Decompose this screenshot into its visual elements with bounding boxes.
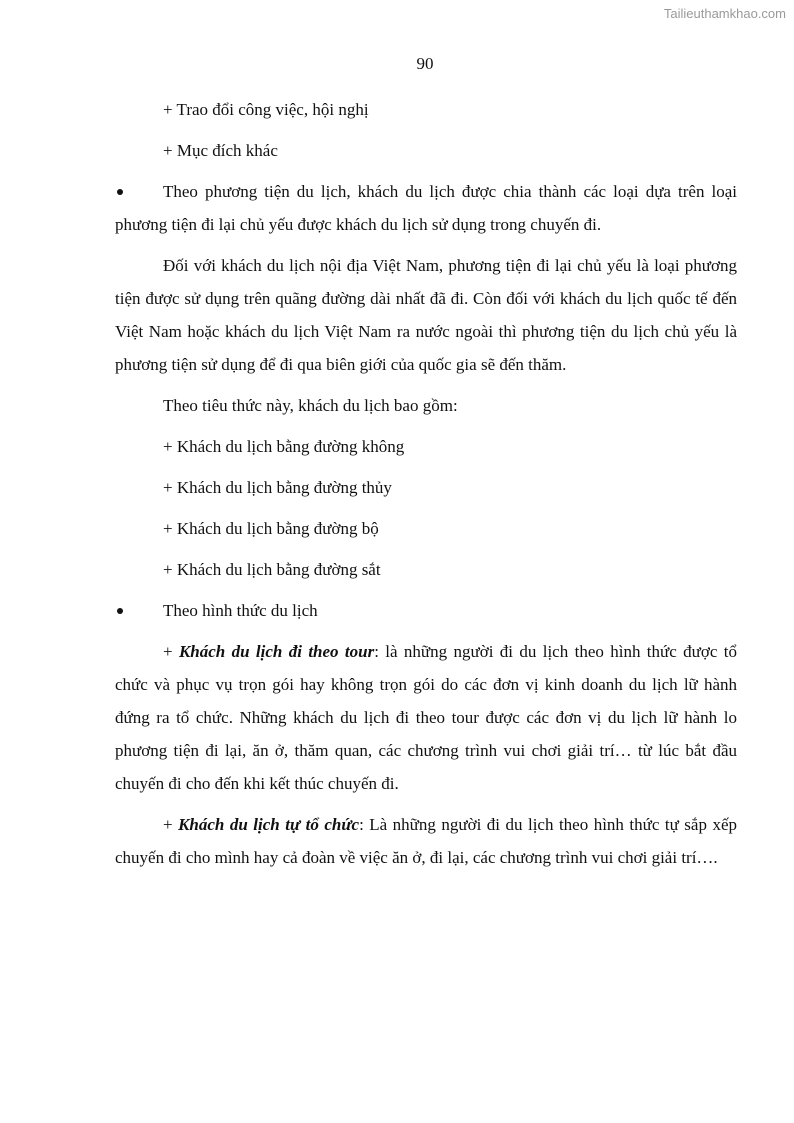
bullet-paragraph-transport [115,175,737,241]
list-item-air: + Khách du lịch bằng đường không [163,437,405,456]
paragraph-criteria-intro: Theo tiêu thức này, khách du lịch bao gồm: [163,396,458,415]
watermark-text: Tailieuthamkhao.com [663,6,786,21]
list-item-rail: + Khách du lịch bằng đường sắt [163,560,381,579]
page-number: 90 [416,54,434,73]
paragraph-domestic-international: Đối với khách du lịch nội địa Việt Nam, phương tiện đi lại chủ yếu là loại phương tiện được sử dụng trên quãng đường dài nhất đã đi. Còn đối với khách du lịch quốc tế đến Việt Nam hoặc khách du lịch Việt Nam ra nước ngoài thì phương tiện du lịch chủ yếu là phương tiện sử dụng để đi qua biên giới của quốc gia sẽ đến thăm. [115,256,737,374]
prefix-plus: + [163,642,179,661]
prefix-plus: + [163,815,179,834]
list-item-water: + Khách du lịch bằng đường thủy [163,478,392,497]
document-body [115,93,737,882]
term-tour-travelers: Khách du lịch đi theo tour [178,642,375,661]
term-independent-travelers: Khách du lịch tự tổ chức [178,815,360,834]
bullet-text-form: Theo hình thức du lịch [163,601,318,620]
paragraph-independent-travelers [115,808,737,874]
definition-independent-travelers: : Là những người đi du lịch theo hình thức tự sắp xếp chuyến đi cho mình hay cả đoàn về việc ăn ở, đi lại, các chương trình vui chơi giải trí…. [115,815,737,867]
bullet-icon [117,608,123,614]
bullet-text-transport: Theo phương tiện du lịch, khách du lịch được chia thành các loại dựa trên loại phương tiện đi lại chủ yếu được khách du lịch sử dụng trong chuyến đi. [115,182,737,234]
list-item-road: + Khách du lịch bằng đường bộ [163,519,379,538]
list-item-other-purpose: + Mục đích khác [163,141,278,160]
bullet-paragraph-form [115,594,737,627]
paragraph-tour-travelers [115,635,737,800]
list-item-meeting: + Trao đổi công việc, hội nghị [163,100,369,119]
bullet-icon [117,189,123,195]
definition-tour-travelers: : là những người đi du lịch theo hình thức được tổ chức và phục vụ trọn gói hay không trọn gói do các đơn vị kinh doanh du lịch lữ hành đứng ra tổ chức. Những khách du lịch đi theo tour được các đơn vị du lịch lữ hành lo phương tiện đi lại, ăn ở, thăm quan, các chương trình vui chơi giải trí… từ lúc bắt đầu chuyến đi cho đến khi kết thúc chuyến đi. [115,642,737,793]
